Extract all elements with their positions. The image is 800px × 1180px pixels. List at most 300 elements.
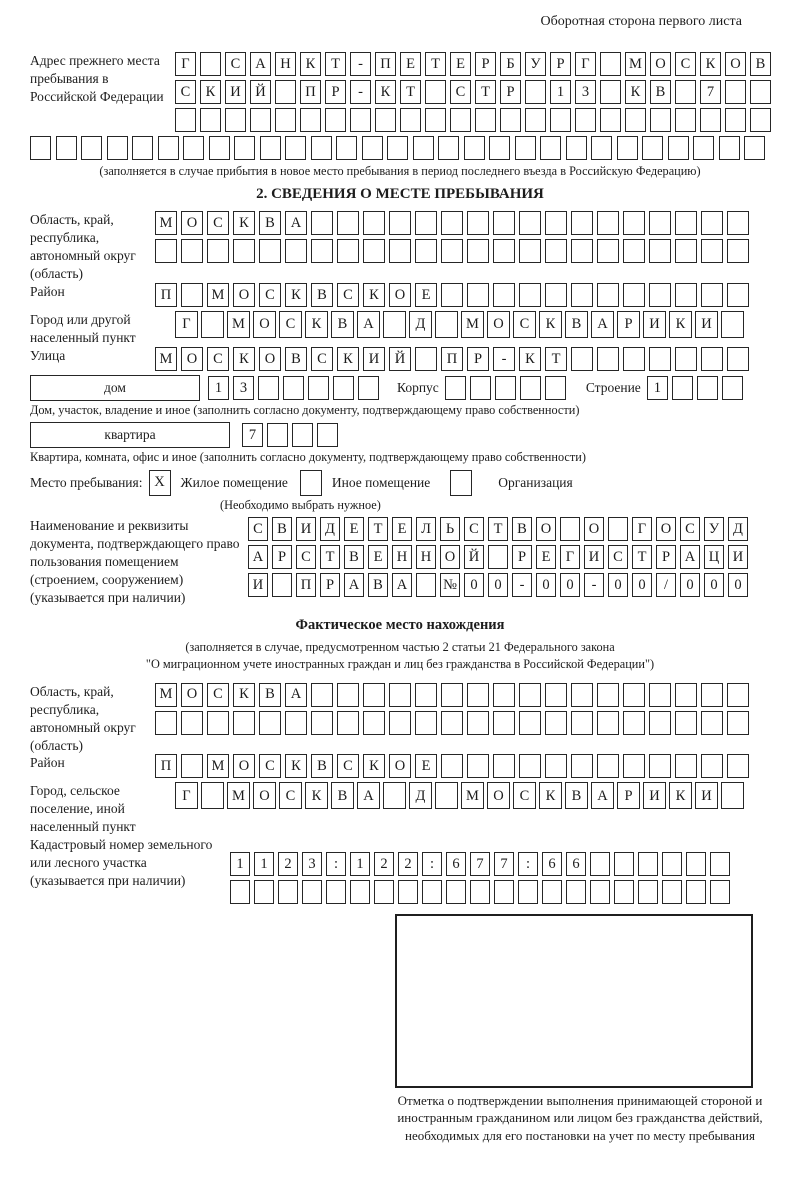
form-cell: 6 — [542, 852, 562, 876]
form-cell — [701, 683, 723, 707]
form-cell: Ь — [440, 517, 460, 541]
form-cell: - — [493, 347, 515, 371]
form-cell — [441, 711, 463, 735]
form-cell — [181, 239, 203, 263]
district-block — [30, 283, 770, 311]
city-row — [175, 311, 770, 338]
prev-address-row-1 — [175, 52, 775, 76]
form-cell — [389, 211, 411, 235]
form-cell: С — [207, 347, 229, 371]
form-cell — [230, 880, 250, 904]
form-cell — [623, 347, 645, 371]
form-cell: С — [513, 311, 536, 338]
form-cell: К — [233, 211, 255, 235]
form-cell: Ц — [704, 545, 724, 569]
form-cell: 0 — [680, 573, 700, 597]
form-cell: В — [565, 782, 588, 809]
form-cell: И — [363, 347, 385, 371]
form-cell — [649, 754, 671, 778]
form-cell — [413, 136, 434, 160]
form-cell — [175, 108, 196, 132]
region-row-1 — [155, 211, 770, 235]
form-cell — [441, 754, 463, 778]
form-cell: С — [248, 517, 268, 541]
form-cell: № — [440, 573, 460, 597]
form-cell — [545, 683, 567, 707]
form-cell: 0 — [632, 573, 652, 597]
form-cell — [201, 782, 224, 809]
form-cell — [272, 573, 292, 597]
form-cell: Й — [464, 545, 484, 569]
form-cell — [260, 136, 281, 160]
form-cell — [701, 347, 723, 371]
form-cell: О — [233, 754, 255, 778]
actual-location-note-2: "О миграционном учете иностранных граждан и лиц без гражданства в Российской Федерации") — [145, 657, 655, 672]
form-cell: 0 — [560, 573, 580, 597]
form-cell — [300, 108, 321, 132]
house-row — [30, 375, 770, 401]
form-cell: И — [248, 573, 268, 597]
section2-title: 2. СВЕДЕНИЯ О МЕСТЕ ПРЕБЫВАНИЯ — [256, 186, 544, 203]
form-cell: Д — [409, 311, 432, 338]
form-cell: Р — [500, 80, 521, 104]
form-cell: М — [227, 311, 250, 338]
region-label: Область, край, республика, автономный округ (область) — [30, 212, 136, 282]
form-cell: П — [375, 52, 396, 76]
form-cell: 2 — [398, 852, 418, 876]
form-cell — [650, 108, 671, 132]
form-cell: 0 — [728, 573, 748, 597]
form-cell: О — [536, 517, 556, 541]
form-cell — [81, 136, 102, 160]
document-row-1 — [248, 517, 770, 541]
form-cell: 7 — [700, 80, 721, 104]
form-cell — [617, 136, 638, 160]
actual-city-label: Город, сельское поселение, иной населенный пункт — [30, 783, 136, 835]
form-cell — [571, 211, 593, 235]
form-cell: С — [279, 311, 302, 338]
form-cell — [415, 711, 437, 735]
house-note: Дом, участок, владение и иное (заполнить согласно документу, подтверждающему право собственности) — [30, 403, 580, 418]
form-cell — [494, 880, 514, 904]
form-cell — [495, 376, 516, 400]
form-cell — [600, 52, 621, 76]
form-cell: Р — [617, 311, 640, 338]
form-cell: С — [464, 517, 484, 541]
form-cell — [686, 880, 706, 904]
form-cell — [233, 711, 255, 735]
form-cell: 2 — [374, 852, 394, 876]
form-cell — [623, 711, 645, 735]
form-cell — [259, 239, 281, 263]
form-cell: Н — [392, 545, 412, 569]
form-cell: Е — [450, 52, 471, 76]
form-cell — [597, 347, 619, 371]
form-cell — [575, 108, 596, 132]
form-cell — [675, 211, 697, 235]
form-cell: Е — [344, 517, 364, 541]
form-cell: М — [461, 311, 484, 338]
form-cell — [425, 80, 446, 104]
form-cell — [438, 136, 459, 160]
form-cell: : — [422, 852, 442, 876]
form-cell — [278, 880, 298, 904]
form-cell: Н — [416, 545, 436, 569]
form-cell: У — [525, 52, 546, 76]
form-cell — [467, 683, 489, 707]
form-cell: Р — [475, 52, 496, 76]
form-cell: Е — [368, 545, 388, 569]
form-cell — [590, 852, 610, 876]
form-cell — [467, 283, 489, 307]
form-cell: А — [248, 545, 268, 569]
form-cell — [467, 711, 489, 735]
form-cell — [183, 136, 204, 160]
form-cell: К — [200, 80, 221, 104]
form-cell — [545, 283, 567, 307]
form-cell — [597, 754, 619, 778]
form-cell — [337, 683, 359, 707]
form-cell — [721, 782, 744, 809]
form-cell — [250, 108, 271, 132]
form-cell: И — [728, 545, 748, 569]
form-cell — [435, 782, 458, 809]
cadastral-row-2 — [230, 880, 770, 904]
form-cell — [493, 683, 515, 707]
form-cell — [200, 52, 221, 76]
form-cell: А — [591, 782, 614, 809]
form-cell: А — [285, 683, 307, 707]
form-cell — [311, 136, 332, 160]
form-cell — [389, 239, 411, 263]
form-cell — [519, 711, 541, 735]
form-cell — [750, 80, 771, 104]
form-cell — [209, 136, 230, 160]
form-cell: : — [518, 852, 538, 876]
form-cell: Р — [550, 52, 571, 76]
form-cell: Д — [409, 782, 432, 809]
form-cell — [614, 852, 634, 876]
district-row — [155, 283, 770, 307]
form-cell: К — [233, 347, 255, 371]
form-cell — [727, 711, 749, 735]
prev-address-label: Адрес прежнего места пребывания в Российской Федерации — [30, 53, 164, 104]
form-cell: Т — [325, 52, 346, 76]
form-cell — [383, 782, 406, 809]
form-cell: В — [344, 545, 364, 569]
form-cell — [259, 711, 281, 735]
form-cell — [441, 211, 463, 235]
form-cell: В — [259, 683, 281, 707]
form-cell: С — [675, 52, 696, 76]
form-cell: Г — [575, 52, 596, 76]
form-cell: 7 — [242, 423, 263, 447]
form-cell — [275, 108, 296, 132]
form-cell — [545, 754, 567, 778]
form-cell — [623, 283, 645, 307]
actual-region-label: Область, край, республика, автономный округ (область) — [30, 683, 136, 753]
form-cell: И — [584, 545, 604, 569]
form-cell — [358, 376, 379, 400]
form-cell — [158, 136, 179, 160]
form-cell: 3 — [233, 376, 254, 400]
form-cell: К — [375, 80, 396, 104]
form-cell — [493, 711, 515, 735]
form-cell: О — [389, 283, 411, 307]
form-cell — [416, 573, 436, 597]
form-cell: А — [357, 782, 380, 809]
form-cell: К — [700, 52, 721, 76]
form-cell — [519, 683, 541, 707]
prev-address-row-2 — [175, 80, 775, 104]
form-cell — [545, 376, 566, 400]
city-label: Город или другой населенный пункт — [30, 312, 136, 346]
form-cell: 6 — [566, 852, 586, 876]
form-cell — [311, 711, 333, 735]
form-cell — [649, 711, 671, 735]
form-cell — [571, 711, 593, 735]
form-cell: 3 — [575, 80, 596, 104]
form-cell — [545, 239, 567, 263]
form-cell — [701, 283, 723, 307]
form-cell — [337, 239, 359, 263]
form-cell: К — [519, 347, 541, 371]
form-cell — [155, 711, 177, 735]
form-cell: В — [368, 573, 388, 597]
option-other-premises-label: Иное помещение — [331, 474, 431, 490]
form-cell — [597, 211, 619, 235]
form-cell: 0 — [704, 573, 724, 597]
stroenie-cells — [647, 376, 747, 400]
form-cell: : — [326, 852, 346, 876]
form-cell — [285, 239, 307, 263]
form-cell — [525, 108, 546, 132]
form-cell: Р — [512, 545, 532, 569]
form-cell — [701, 211, 723, 235]
form-cell — [422, 880, 442, 904]
form-cell — [710, 852, 730, 876]
form-cell — [333, 376, 354, 400]
form-cell — [550, 108, 571, 132]
form-cell: С — [175, 80, 196, 104]
actual-region-row-2 — [155, 711, 770, 735]
form-cell — [336, 136, 357, 160]
form-cell: О — [440, 545, 460, 569]
form-cell — [464, 136, 485, 160]
form-cell — [571, 239, 593, 263]
form-cell — [363, 211, 385, 235]
form-cell — [350, 880, 370, 904]
form-cell — [488, 545, 508, 569]
form-cell — [467, 211, 489, 235]
form-cell — [662, 880, 682, 904]
actual-district-label: Район — [30, 755, 65, 771]
actual-location-note-1: (заполняется в случае, предусмотренном частью 2 статьи 21 Федерального закона — [185, 639, 615, 654]
form-cell — [107, 136, 128, 160]
form-cell — [590, 880, 610, 904]
form-cell: Р — [617, 782, 640, 809]
form-cell — [520, 376, 541, 400]
form-cell: - — [584, 573, 604, 597]
form-cell — [400, 108, 421, 132]
form-cell — [693, 136, 714, 160]
form-cell — [493, 239, 515, 263]
form-cell: О — [253, 782, 276, 809]
checkbox-residential: X — [149, 470, 171, 496]
form-cell — [727, 754, 749, 778]
form-cell — [254, 880, 274, 904]
form-cell — [519, 211, 541, 235]
form-cell — [470, 880, 490, 904]
form-cell — [311, 683, 333, 707]
city-block — [30, 311, 770, 347]
form-cell: К — [285, 283, 307, 307]
form-cell: С — [225, 52, 246, 76]
form-cell: А — [357, 311, 380, 338]
form-cell: О — [181, 347, 203, 371]
form-cell: О — [584, 517, 604, 541]
form-cell — [540, 136, 561, 160]
actual-city-row — [175, 782, 770, 809]
form-cell — [545, 211, 567, 235]
form-cell: Т — [400, 80, 421, 104]
form-cell — [675, 711, 697, 735]
form-cell: О — [487, 311, 510, 338]
form-cell: М — [207, 754, 229, 778]
form-cell — [571, 683, 593, 707]
form-cell: П — [296, 573, 316, 597]
form-cell: С — [207, 683, 229, 707]
apartment-cells — [242, 423, 342, 447]
apartment-note: Квартира, комната, офис и иное (заполнить согласно документу, подтверждающему право собственности) — [30, 450, 586, 465]
form-cell — [325, 108, 346, 132]
form-cell — [383, 311, 406, 338]
form-cell: А — [591, 311, 614, 338]
form-cell: И — [225, 80, 246, 104]
form-cell: В — [650, 80, 671, 104]
form-cell — [566, 880, 586, 904]
form-cell: С — [513, 782, 536, 809]
form-cell: В — [750, 52, 771, 76]
option-residential-label: Жилое помещение — [180, 474, 288, 490]
region-row-2 — [155, 239, 770, 263]
form-cell — [374, 880, 394, 904]
form-cell — [614, 880, 634, 904]
form-cell: 1 — [350, 852, 370, 876]
form-cell: 1 — [647, 376, 668, 400]
street-block — [30, 347, 770, 375]
form-cell — [311, 211, 333, 235]
form-cell — [727, 683, 749, 707]
form-cell: Г — [175, 311, 198, 338]
form-cell — [493, 754, 515, 778]
form-cell — [493, 211, 515, 235]
form-cell — [649, 239, 671, 263]
form-cell — [181, 754, 203, 778]
form-cell: Е — [415, 754, 437, 778]
form-cell — [700, 108, 721, 132]
form-cell — [638, 852, 658, 876]
form-cell — [363, 239, 385, 263]
form-cell: Й — [250, 80, 271, 104]
form-cell: Е — [392, 517, 412, 541]
form-cell — [571, 283, 593, 307]
form-cell: Й — [389, 347, 411, 371]
form-cell: А — [344, 573, 364, 597]
form-cell: С — [337, 283, 359, 307]
korpus-cells — [445, 376, 570, 400]
form-cell: Р — [467, 347, 489, 371]
form-cell: К — [300, 52, 321, 76]
form-cell: С — [311, 347, 333, 371]
form-cell — [597, 239, 619, 263]
form-cell: И — [695, 311, 718, 338]
form-cell — [625, 108, 646, 132]
form-cell — [200, 108, 221, 132]
form-cell — [207, 239, 229, 263]
form-cell: К — [363, 754, 385, 778]
form-cell: К — [285, 754, 307, 778]
form-cell: О — [650, 52, 671, 76]
form-cell: И — [296, 517, 316, 541]
form-cell — [493, 283, 515, 307]
form-cell — [727, 347, 749, 371]
form-cell: К — [337, 347, 359, 371]
form-cell: А — [680, 545, 700, 569]
form-cell: 6 — [446, 852, 466, 876]
apartment-row — [30, 422, 770, 448]
form-cell: О — [389, 754, 411, 778]
form-cell — [675, 754, 697, 778]
form-cell — [201, 311, 224, 338]
form-cell — [389, 683, 411, 707]
form-cell — [638, 880, 658, 904]
form-cell — [608, 517, 628, 541]
form-cell: С — [608, 545, 628, 569]
form-cell: В — [259, 211, 281, 235]
form-cell: И — [695, 782, 718, 809]
registration-mark-box — [395, 914, 753, 1088]
form-cell: Р — [272, 545, 292, 569]
form-cell — [600, 80, 621, 104]
form-cell — [701, 711, 723, 735]
form-cell: 7 — [470, 852, 490, 876]
form-cell: - — [512, 573, 532, 597]
document-label: Наименование и реквизиты документа, подтверждающего право пользования помещением (строением, сооружением) (указывается при наличии) — [30, 518, 240, 605]
form-cell: Г — [560, 545, 580, 569]
house-number-cells — [208, 376, 383, 400]
form-cell: 1 — [230, 852, 250, 876]
form-cell: К — [669, 782, 692, 809]
form-cell — [387, 136, 408, 160]
form-cell: О — [259, 347, 281, 371]
form-cell — [675, 347, 697, 371]
form-cell — [363, 683, 385, 707]
form-cell: К — [539, 782, 562, 809]
form-cell — [415, 211, 437, 235]
form-cell — [258, 376, 279, 400]
form-cell: У — [704, 517, 724, 541]
checkbox-organization — [450, 470, 472, 496]
form-cell: Е — [415, 283, 437, 307]
form-cell — [649, 347, 671, 371]
apartment-label-box: квартира — [30, 422, 230, 448]
form-cell — [308, 376, 329, 400]
form-cell — [649, 283, 671, 307]
form-cell — [225, 108, 246, 132]
form-cell: О — [656, 517, 676, 541]
form-cell: - — [350, 80, 371, 104]
